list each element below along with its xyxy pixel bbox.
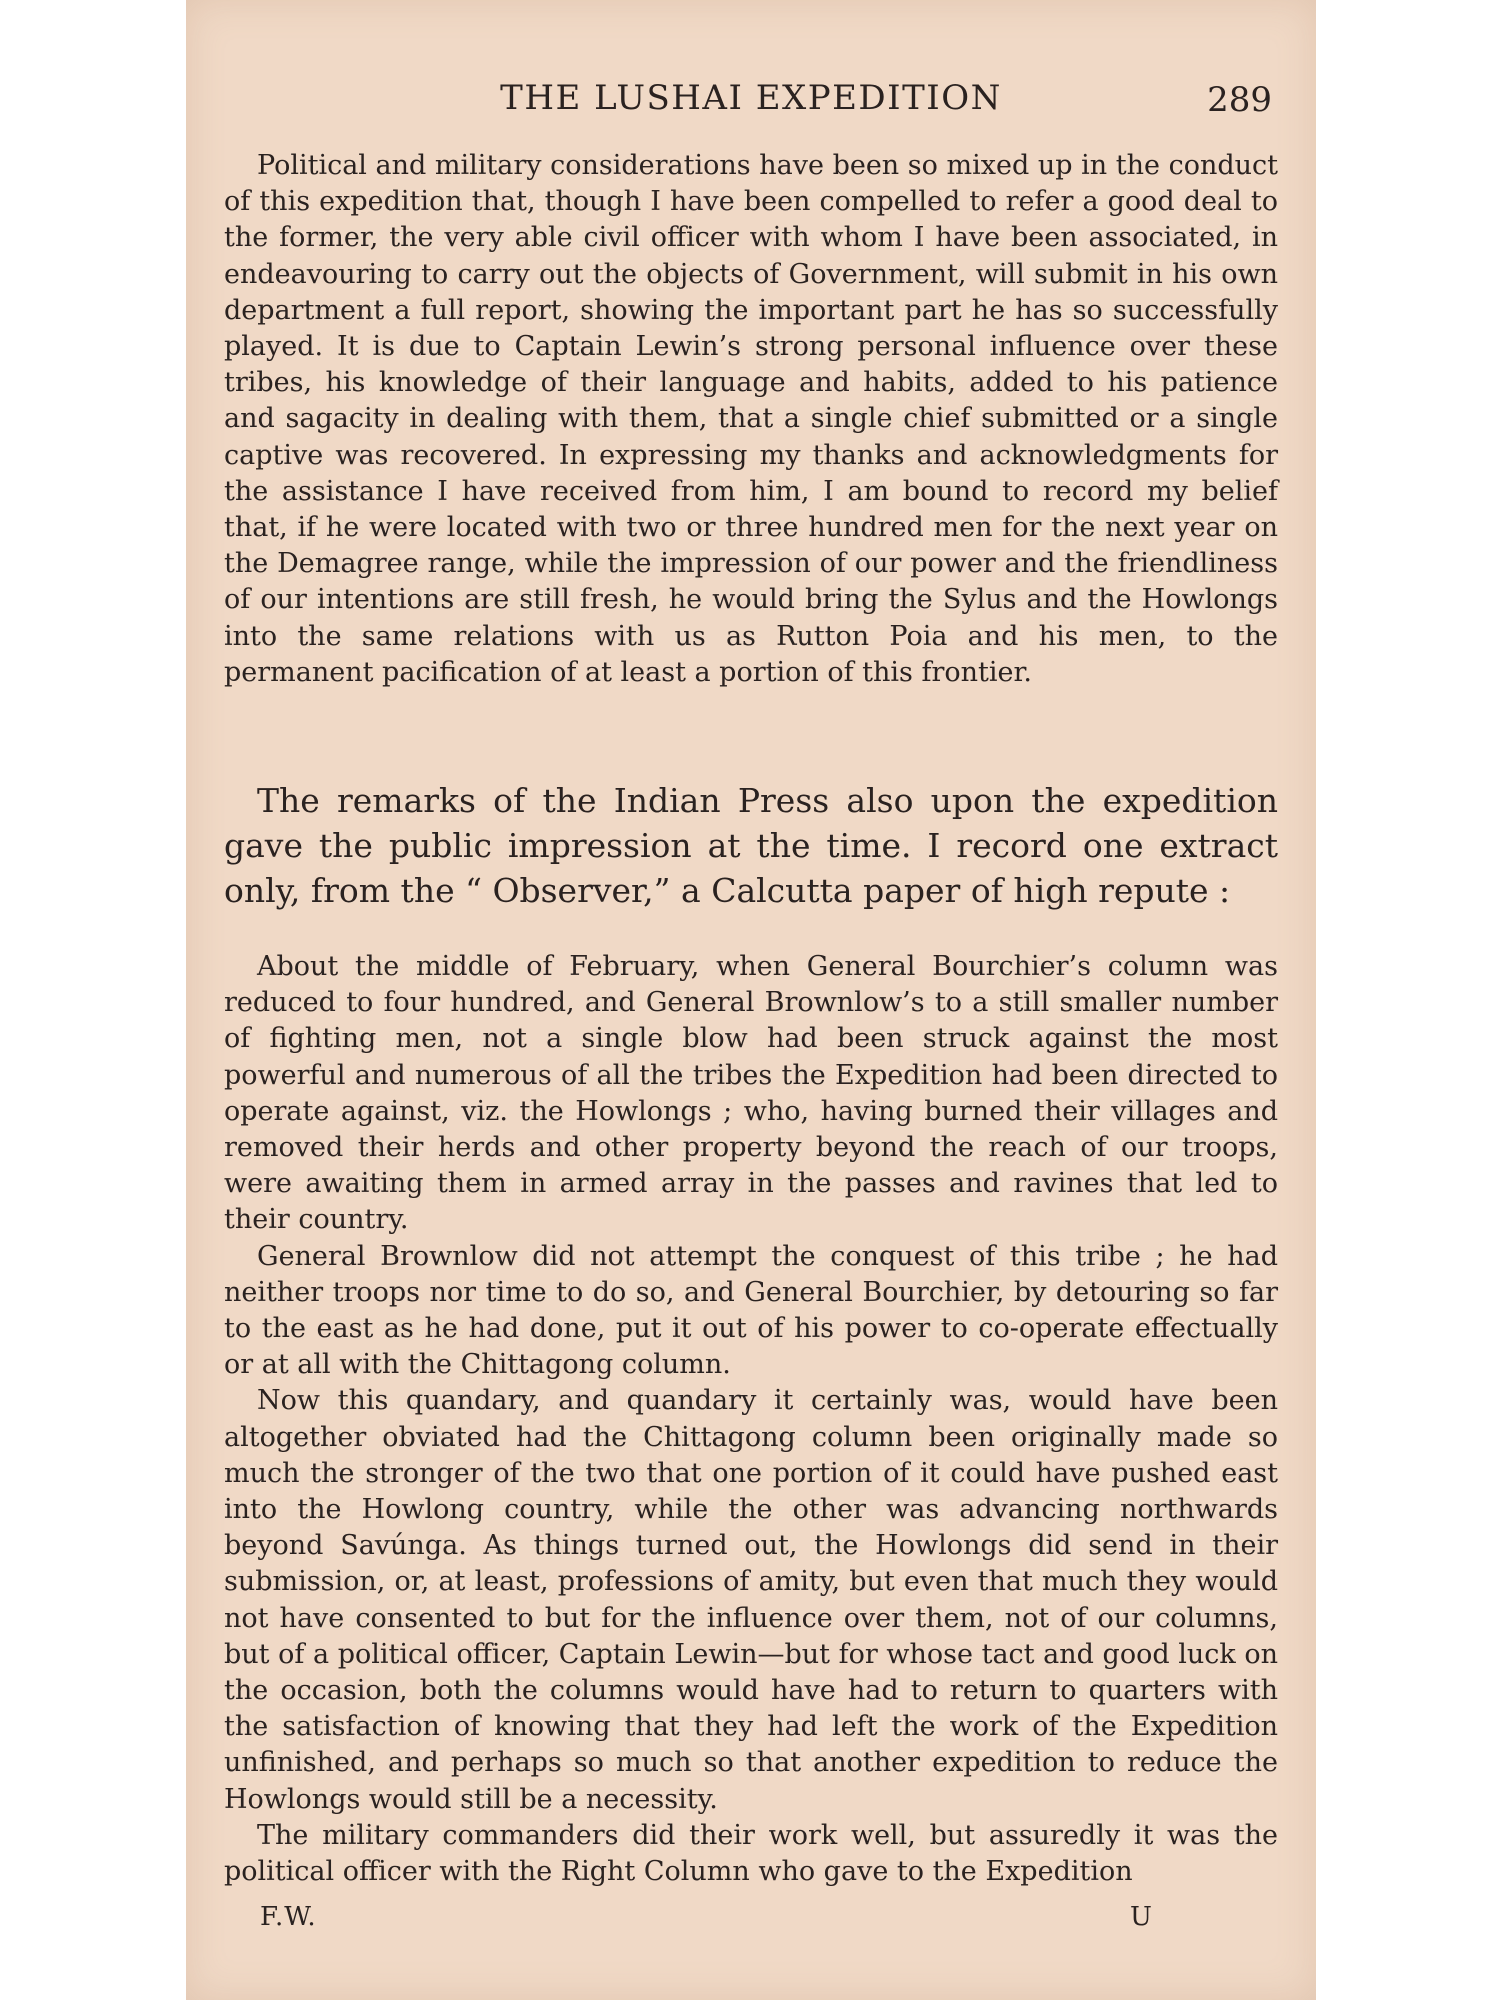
sheet-mark: U <box>1130 1902 1152 1932</box>
printer-signature: F.W. <box>260 1902 317 1932</box>
letter-excerpt <box>224 148 1278 691</box>
author-commentary <box>224 778 1278 913</box>
letter-paragraph: Political and military considerations have been so mixed up in the conduct of this expedition that, though I have been compelled to refer a good deal to the former, the very able civil officer with whom I have been associated, in endeavouring to carry out the objects of Government, will submit in his own department a full report, showing the important part he has so successfully played. It is due to Captain Lewin’s strong personal influence over these tribes, his knowledge of their language and habits, added to his patience and sagacity in dealing with them, that a single chief submitted or a single captive was recovered. In expressing my thanks and acknowledgments for the assistance I have received from him, I am bound to record my belief that, if he were located with two or three hundred men for the next year on the Demagree range, while the impression of our power and the friendliness of our intentions are still fresh, he would bring the Sylus and the Howlongs into the same relations with us as Rutton Poia and his men, to the permanent pacification of at least a portion of this frontier. <box>224 150 1278 688</box>
extract-paragraph-3: Now this quandary, and quandary it certainly was, would have been altogether obviated had the Chittagong column been originally made so much the stronger of the two that one portion of it could have pushed east into the Howlong country, while the other was advancing northwards beyond Savúnga. As things turned out, the Howlongs did send in their submission, or, at least, professions of amity, but even that much they would not have consented to but for the influence over them, not of our columns, but of a political officer, Captain Lewin—but for whose tact and good luck on the occasion, both the columns would have had to return to quarters with the satisfaction of knowing that they had left the work of the Expedition unfinished, and perhaps so much so that another expedition to reduce the Howlongs would still be a necessity. <box>224 1385 1278 1815</box>
observer-extract <box>224 949 1278 1890</box>
intro-paragraph: The remarks of the Indian Press also upon the expedition gave the public impression at the time. I record one extract only, from the “ Observer,” a Calcutta paper of high repute : <box>224 781 1278 910</box>
extract-paragraph-4: The military commanders did their work well, but assuredly it was the political officer with the Right Column who gave to the Expedition <box>224 1819 1278 1888</box>
running-head <box>186 78 1316 128</box>
extract-paragraph-2: General Brownlow did not attempt the conquest of this tribe ; he had neither troops nor time to do so, and General Bourchier, by detouring so far to the east as he had done, put it out of his power to co-operate effectually or at all with the Chittagong column. <box>224 1240 1278 1381</box>
extract-paragraph-1: About the middle of February, when General Bourchier’s column was reduced to four hundred, and General Brownlow’s to a still smaller number of fighting men, not a single blow had been struck against the most powerful and numerous of all the tribes the Expedition had been directed to operate against, viz. the Howlongs ; who, having burned their villages and removed their herds and other property beyond the reach of our troops, were awaiting them in armed array in the passes and ravines that led to their country. <box>224 951 1278 1236</box>
running-title: THE LUSHAI EXPEDITION <box>500 78 1002 118</box>
page-number: 289 <box>1207 80 1272 120</box>
book-page <box>186 0 1316 2000</box>
